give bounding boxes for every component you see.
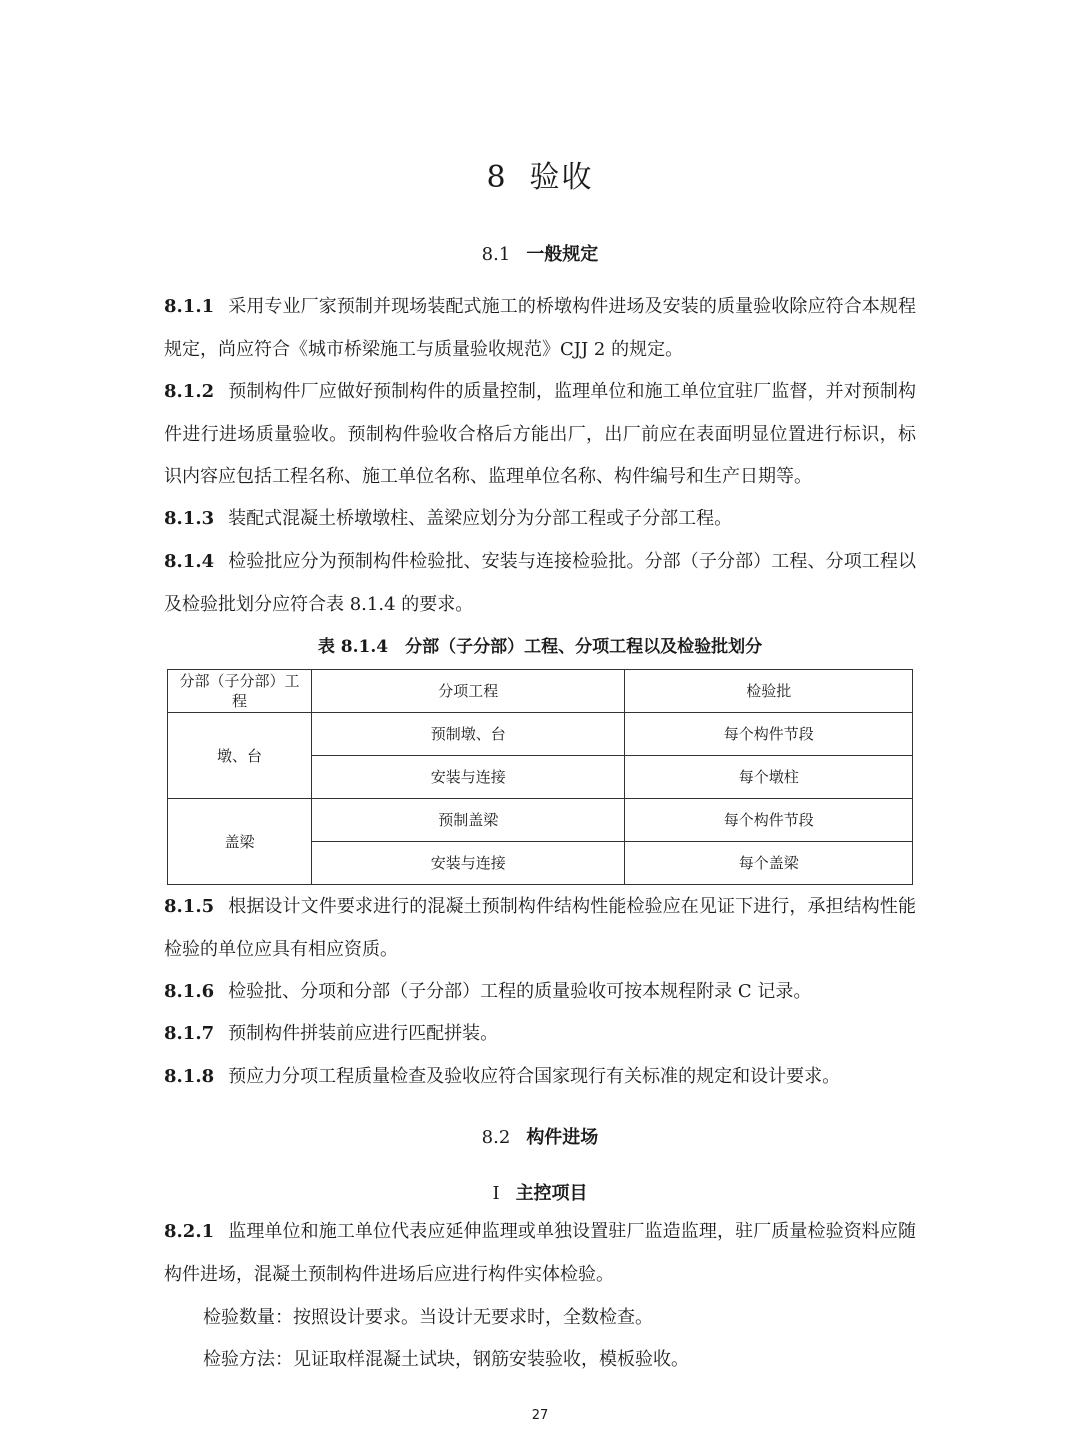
item-cell: 安装与连接 (311, 842, 625, 885)
page-number: 27 (531, 1408, 549, 1423)
clause-text: 采用专业厂家预制并现场装配式施工的桥墩构件进场及安装的质量验收除应符合本规程规定，尚应符合《城市桥梁施工与质量验收规范》CJJ 2 的规定。 (164, 296, 916, 360)
chapter-name: 验收 (529, 160, 594, 195)
clause-8-1-1 (164, 286, 916, 371)
batch-cell: 每个构件节段 (625, 713, 913, 756)
division-table (167, 669, 913, 885)
group-cell: 盖梁 (168, 799, 312, 885)
clause-8-1-2 (164, 371, 916, 499)
section-number: 8.1 (481, 244, 511, 265)
header-cell: 分项工程 (311, 670, 625, 713)
inspection-quantity: 检验数量：按照设计要求。当设计无要求时，全数检查。 (203, 1307, 653, 1328)
clause-8-1-3 (164, 498, 916, 541)
item-cell: 预制墩、台 (311, 713, 625, 756)
section-heading-8-2 (0, 1123, 1080, 1149)
section-name: 构件进场 (526, 1127, 599, 1148)
batch-cell: 每个墩柱 (625, 756, 913, 799)
clause-text: 预制构件厂应做好预制构件的质量控制，监理单位和施工单位宜驻厂监督，并对预制构件进行进场质量验收。预制构件验收合格后方能出厂，出厂前应在表面明显位置进行标识，标识内容应包括工程名称、施工单位名称、监理单位名称、构件编号和生产日期等。 (164, 381, 916, 487)
clause-number: 8.1.5 (164, 896, 215, 917)
header-cell: 检验批 (625, 670, 913, 713)
section-name: 一般规定 (526, 244, 599, 265)
clause-text: 预应力分项工程质量检查及验收应符合国家现行有关标准的规定和设计要求。 (228, 1066, 841, 1087)
item-cell: 安装与连接 (311, 756, 625, 799)
clause-8-1-8 (164, 1056, 916, 1099)
header-cell (168, 670, 312, 713)
clause-number: 8.1.2 (164, 381, 215, 402)
clause-number: 8.1.1 (164, 296, 215, 317)
subsection-number: I (492, 1183, 500, 1204)
chapter-title (0, 152, 1080, 196)
clause-text: 根据设计文件要求进行的混凝土预制构件结构性能检验应在见证下进行，承担结构性能检验的单位应具有相应资质。 (164, 896, 916, 960)
clause-8-1-5 (164, 886, 916, 971)
clause-8-1-4 (164, 541, 916, 626)
clause-text: 检验批、分项和分部（子分部）工程的质量验收可按本规程附录 C 记录。 (228, 981, 812, 1002)
section-heading-8-1 (0, 240, 1080, 266)
item-cell: 预制盖梁 (311, 799, 625, 842)
clause-text: 装配式混凝土桥墩墩柱、盖梁应划分为分部工程或子分部工程。 (228, 508, 733, 529)
clause-8-1-7 (164, 1013, 916, 1056)
clause-number: 8.2.1 (164, 1221, 215, 1242)
clause-number: 8.1.3 (164, 508, 215, 529)
table-row (168, 799, 913, 842)
subsection-heading (0, 1179, 1080, 1205)
clause-text: 检验批应分为预制构件检验批、安装与连接检验批。分部（子分部）工程、分项工程以及检验批划分应符合表 8.1.4 的要求。 (164, 551, 916, 615)
inspection-method: 检验方法：见证取样混凝土试块，钢筋安装验收，模板验收。 (203, 1349, 689, 1370)
clause-number: 8.1.4 (164, 551, 215, 572)
section-number: 8.2 (481, 1127, 511, 1148)
table-header-row (168, 670, 913, 713)
table-caption: 表 8.1.4 分部（子分部）工程、分项工程以及检验批划分 (317, 637, 763, 657)
clause-number: 8.1.8 (164, 1066, 215, 1087)
subsection-name: 主控项目 (515, 1183, 588, 1204)
clause-text: 预制构件拼装前应进行匹配拼装。 (228, 1023, 499, 1044)
batch-cell: 每个构件节段 (625, 799, 913, 842)
clause-8-1-6 (164, 971, 916, 1014)
batch-cell: 每个盖梁 (625, 842, 913, 885)
group-cell: 墩、台 (168, 713, 312, 799)
clause-text: 监理单位和施工单位代表应延伸监理或单独设置驻厂监造监理，驻厂质量检验资料应随构件进场，混凝土预制构件进场后应进行构件实体检验。 (164, 1221, 916, 1285)
header-division-text: 分部（子分部）工程 (179, 672, 300, 710)
clause-8-2-1 (164, 1211, 916, 1296)
clause-number: 8.1.6 (164, 981, 215, 1002)
chapter-number: 8 (486, 160, 508, 195)
clause-number: 8.1.7 (164, 1023, 215, 1044)
table-row (168, 713, 913, 756)
